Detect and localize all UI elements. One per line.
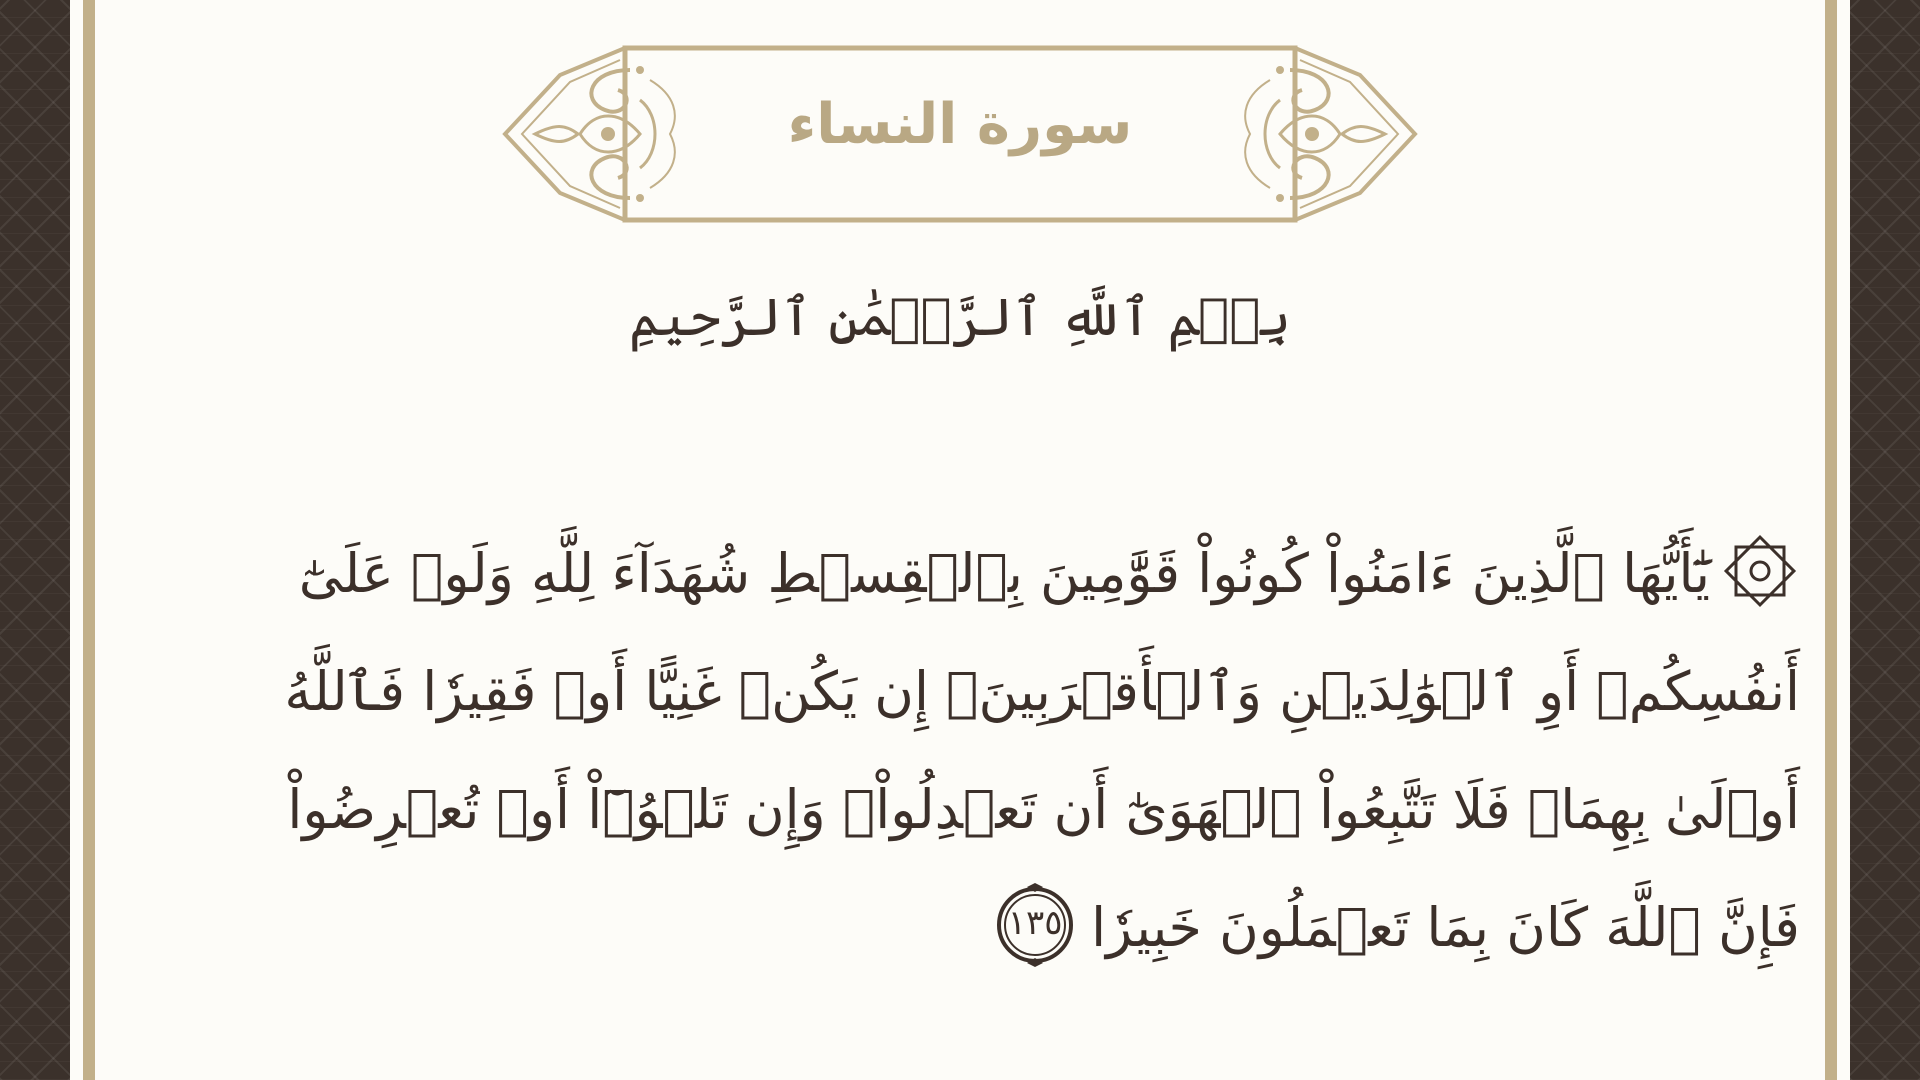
rub-el-hizb-icon xyxy=(1720,531,1800,611)
verse-line-4: فَإِنَّ ٱللَّهَ كَانَ بِمَا تَعۡمَلُونَ خَبِيرٗا ١٣٥ xyxy=(180,869,1800,987)
verse-line-3: أَوۡلَىٰ بِهِمَاۖ فَلَا تَتَّبِعُواْ ٱلۡهَوَىٰٓ أَن تَعۡدِلُواْۚ وَإِن تَلۡوُۥٓاْ أَوۡ تُعۡرِضُواْ xyxy=(287,778,1800,841)
left-pattern-border xyxy=(0,0,70,1080)
verse-line-1: يَٰٓأَيُّهَا ٱلَّذِينَ ءَامَنُواْ كُونُواْ قَوَّٰمِينَ بِٱلۡقِسۡطِ شُهَدَآءَ لِلَّهِ وَلَوۡ عَلَىٰٓ xyxy=(180,515,1800,633)
right-gold-rule xyxy=(1825,0,1837,1080)
basmala: بِسۡمِ ٱللَّهِ ٱلرَّحۡمَٰنِ ٱلرَّحِيمِ xyxy=(629,288,1291,348)
ayah-end-marker xyxy=(993,883,1077,967)
right-inner-gap xyxy=(1837,0,1850,1080)
right-pattern-border xyxy=(1850,0,1920,1080)
left-inner-gap xyxy=(70,0,83,1080)
surah-title: سورة النساء xyxy=(787,92,1133,157)
verse-line-2: أَنفُسِكُمۡ أَوِ ٱلۡوَٰلِدَيۡنِ وَٱلۡأَقۡرَبِينَۚ إِن يَكُنۡ غَنِيًّا أَوۡ فَقِيرٗا فَٱللَّهُ xyxy=(284,660,1800,723)
left-gold-rule xyxy=(83,0,95,1080)
surah-title-cartouche xyxy=(500,40,1420,230)
verse-block xyxy=(180,515,1800,987)
ayah-number: ١٣٥ xyxy=(1007,903,1063,944)
